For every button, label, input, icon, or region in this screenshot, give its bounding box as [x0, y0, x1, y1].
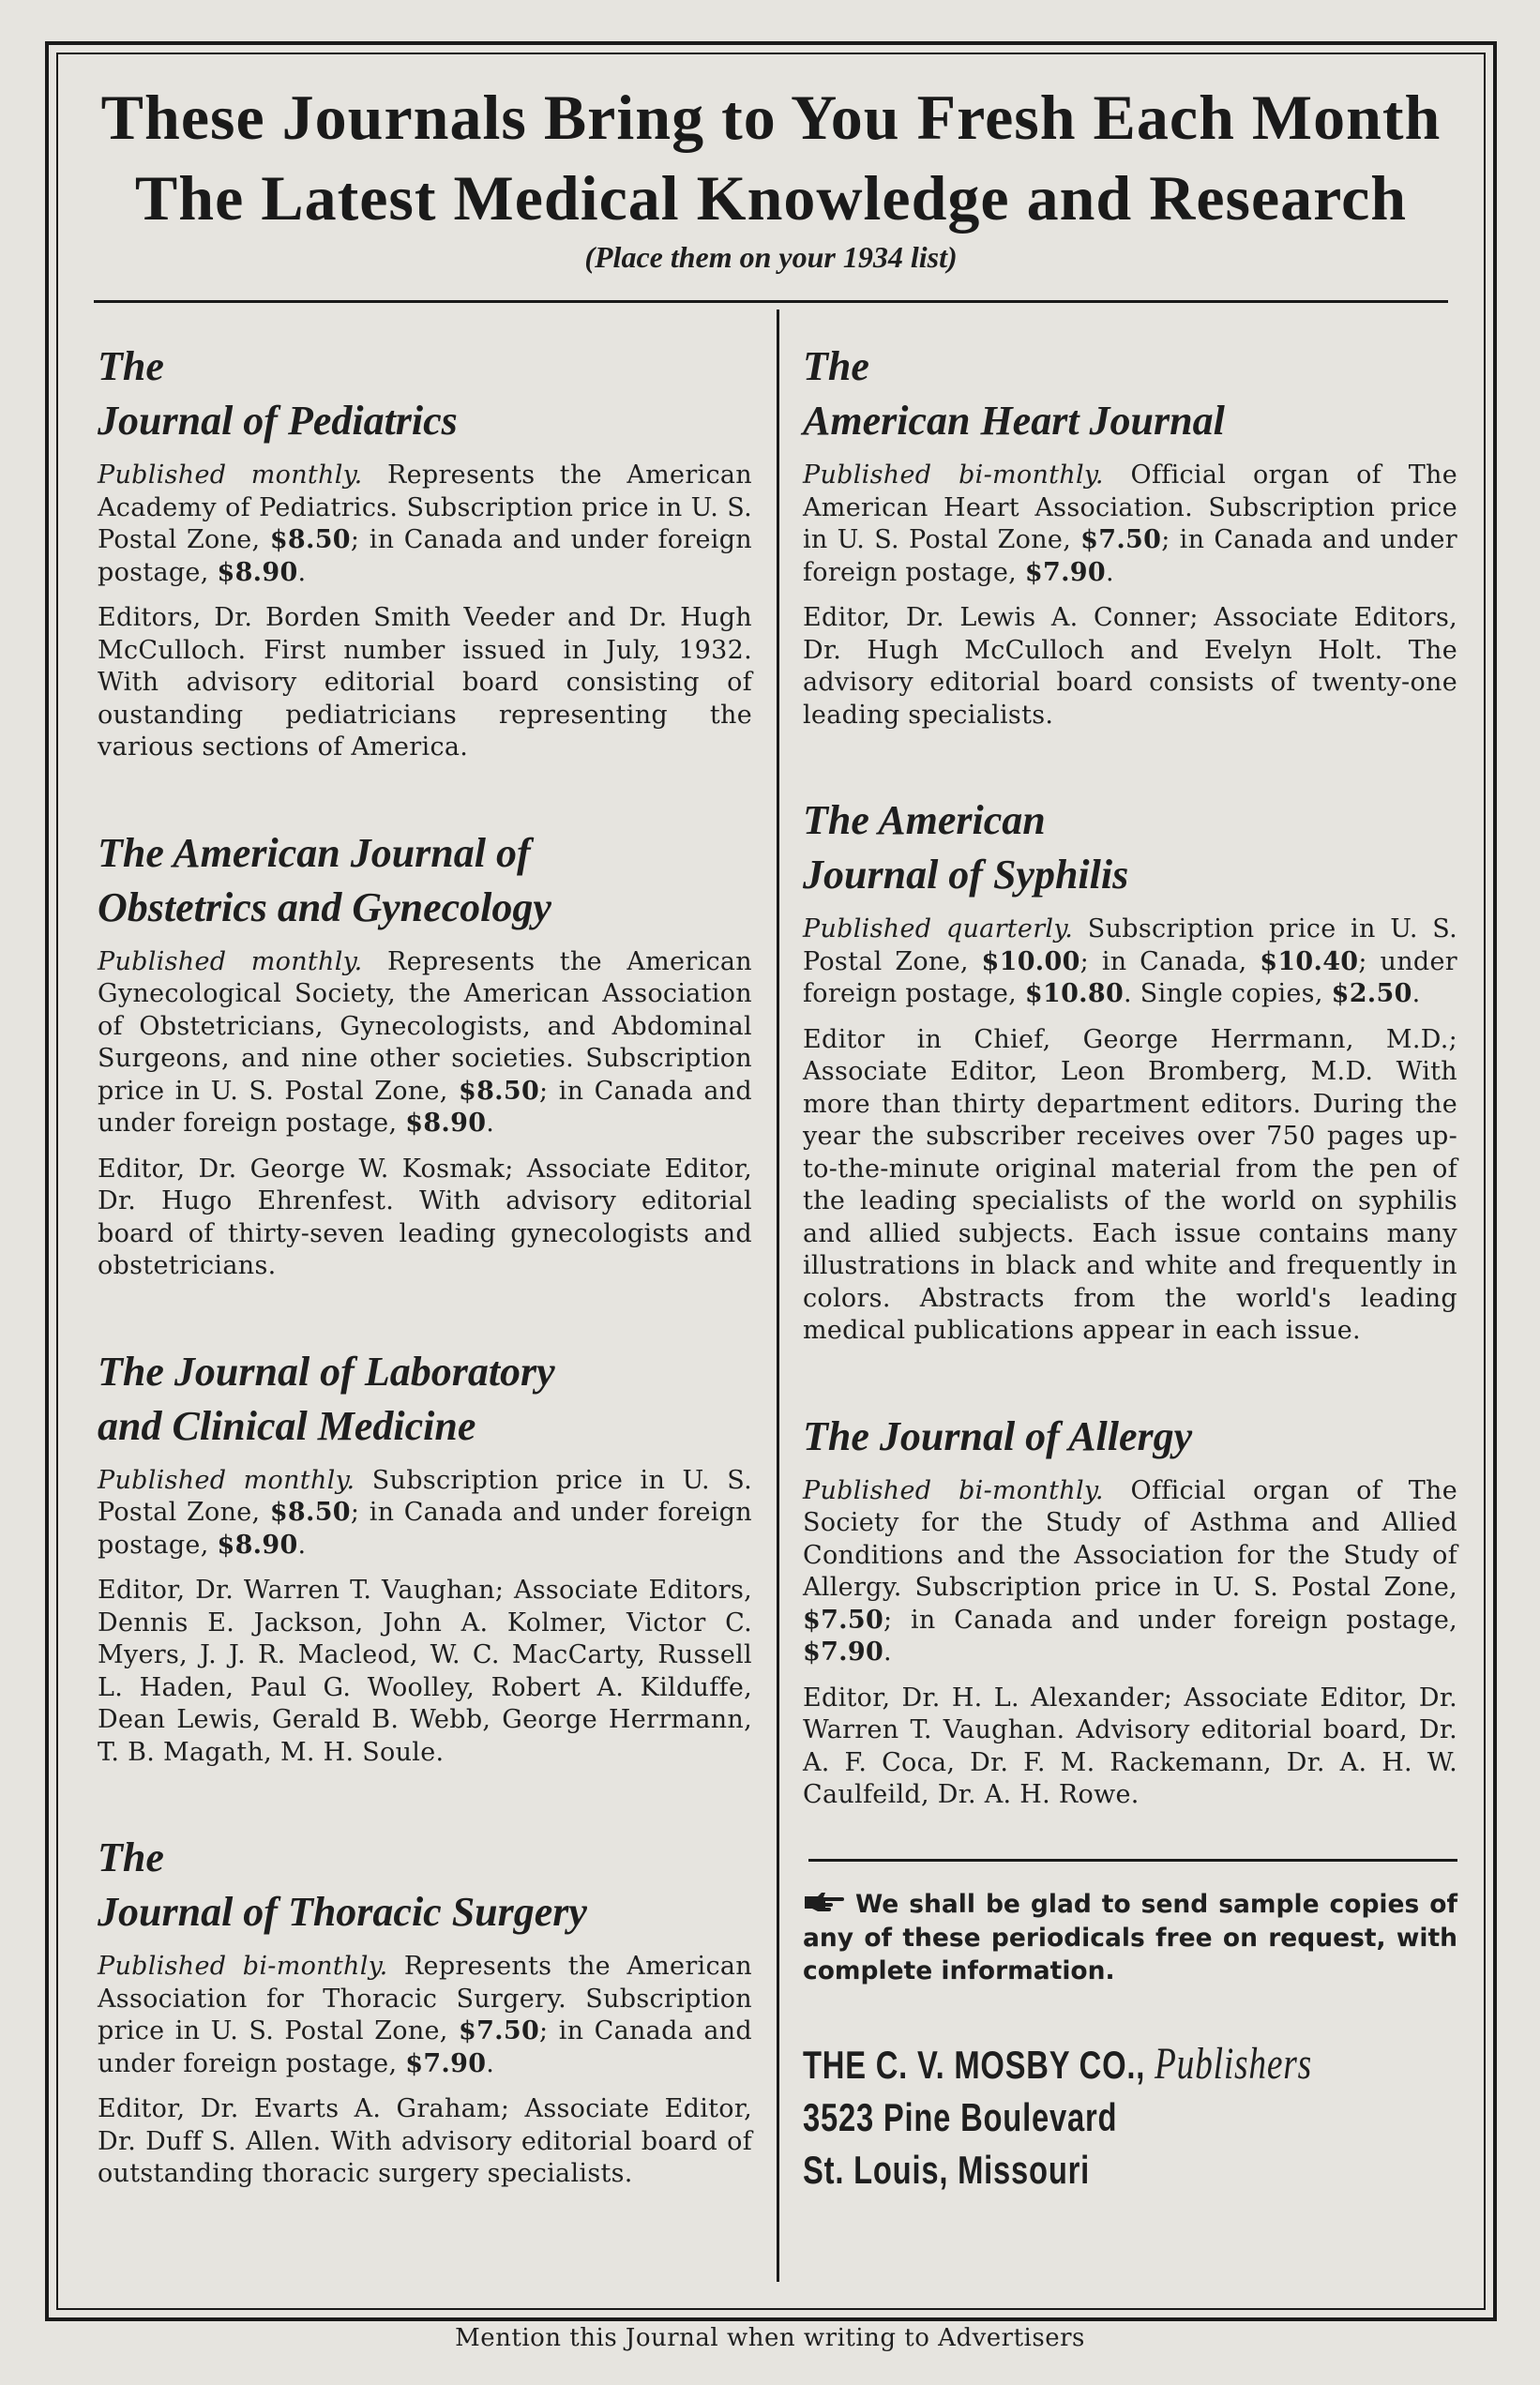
- notice-text: We shall be glad to send sample copies of any of these periodicals free on request, with complete information.: [803, 1889, 1457, 1985]
- publisher-role: Publishers: [1155, 2038, 1312, 2089]
- journal-title: [803, 340, 1457, 448]
- journal-entry-obstetrics: [98, 826, 752, 1283]
- description-text: .: [297, 1530, 307, 1560]
- journal-description: [98, 1951, 752, 2080]
- journal-entry-laboratory: [98, 1345, 752, 1770]
- price-us: $8.50: [458, 1076, 540, 1106]
- journal-editors: Editor, Dr. Lewis A. Conner; Associate Editors, Dr. Hugh McCulloch and Evelyn Holt. The advisory editorial board consists of twenty-one leading specialists.: [803, 603, 1457, 730]
- journal-description: [98, 1465, 752, 1562]
- description-text: .: [486, 2048, 495, 2078]
- price-us: $10.00: [981, 946, 1080, 976]
- journal-editors: Editor, Dr. Evarts A. Graham; Associate Editor, Dr. Duff S. Allen. With advisory editorial board of outstanding thoracic surgery specialists.: [98, 2094, 752, 2188]
- description-text: ; in Canada and under foreign postage,: [883, 1605, 1457, 1635]
- publisher-name: THE C. V. MOSBY CO.,: [803, 2042, 1146, 2087]
- publication-frequency: Published bi-monthly.: [98, 1952, 388, 1981]
- journal-title: [98, 340, 752, 448]
- publication-frequency: Published monthly.: [98, 460, 363, 490]
- sample-copies-notice: [803, 1888, 1457, 1987]
- journal-title: [98, 826, 752, 935]
- headline-line-2: The Latest Medical Knowledge and Research: [134, 162, 1408, 234]
- headline-line-1: These Journals Bring to You Fresh Each Month: [100, 82, 1442, 153]
- price-foreign: $7.90: [1024, 557, 1106, 587]
- publication-frequency: Published bi-monthly.: [803, 460, 1104, 490]
- price-us: $7.50: [803, 1605, 884, 1635]
- description-text: Official organ of The Society for the Study of Asthma and Allied Conditions and the Association for the Study of Allergy. Subscription price in U. S. Postal Zone,: [803, 1475, 1458, 1602]
- description-text: ; in Canada and under foreign postage,: [98, 1076, 753, 1138]
- description-text: ; under foreign postage,: [803, 946, 1457, 1008]
- footer-note: Mention this Journal when writing to Advertisers: [455, 2324, 1085, 2352]
- journal-title: [98, 1831, 752, 1940]
- journal-title-line-2: Journal of Pediatrics: [98, 398, 458, 444]
- price-foreign: $10.80: [1024, 979, 1125, 1008]
- journal-title: [803, 793, 1457, 902]
- price-canada: $10.40: [1260, 946, 1359, 976]
- price-us: $7.50: [458, 2016, 540, 2045]
- journal-title-line-2: Journal of Thoracic Surgery: [98, 1889, 587, 1935]
- journal-entry-allergy: [803, 1410, 1457, 1812]
- description-text: .: [486, 1109, 495, 1138]
- journal-title-line-1: The American: [803, 797, 1046, 843]
- price-foreign: $7.90: [405, 2048, 487, 2078]
- journal-entry-thoracic: [98, 1831, 752, 2191]
- journal-description: [803, 913, 1457, 1011]
- price-foreign: $8.90: [405, 1109, 487, 1138]
- headline: [56, 77, 1486, 238]
- description-text: .: [297, 557, 307, 587]
- journal-entry-syphilis: [803, 793, 1457, 1348]
- left-column: [98, 340, 752, 2253]
- journal-entry-heart: [803, 340, 1457, 732]
- journal-description: [803, 1475, 1457, 1669]
- description-text: Official organ of The American Heart Association. Subscription price in U. S. Postal Zone,: [803, 460, 1458, 554]
- description-text: Represents the American Academy of Pediatrics. Subscription price in U. S. Postal Zone,: [98, 460, 752, 554]
- price-us: $8.50: [269, 525, 351, 554]
- journal-editors: Editor in Chief, George Herrmann, M.D.; Associate Editor, Leon Bromberg, M.D. With more than thirty department editors. During the year the subscriber receives over 750 pages up-to-the-minute original material from the pen of the leading specialists of the world on syphilis and allied subjects. Each issue contains many illustrations in black and white and frequently in colors. Abstracts from the world's leading medical publications appear in each issue.: [803, 1024, 1457, 1345]
- price-foreign: $8.90: [217, 557, 298, 587]
- pointing-hand-icon: [803, 1889, 846, 1922]
- column-divider: [777, 309, 779, 2282]
- publication-frequency: Published monthly.: [98, 1465, 355, 1495]
- description-text: ; in Canada and under foreign postage,: [98, 1498, 752, 1560]
- price-us: $7.50: [1080, 525, 1162, 554]
- journal-title: [803, 1410, 1457, 1464]
- description-text: Represents the American Association for Thoracic Surgery. Subscription price in U. S. Postal Zone,: [98, 1952, 752, 2045]
- journal-title-line-1: The: [98, 343, 164, 389]
- journal-title: [98, 1345, 752, 1454]
- notice-divider: [808, 1859, 1457, 1862]
- publication-frequency: Published bi-monthly.: [803, 1475, 1104, 1505]
- publisher-street: 3523 Pine Boulevard: [803, 2094, 1118, 2139]
- right-column: [803, 340, 1457, 2196]
- journal-entry-pediatrics: [98, 340, 752, 764]
- description-text: ; in Canada and under foreign postage,: [98, 525, 752, 587]
- header-divider: [94, 300, 1448, 303]
- price-foreign: $8.90: [217, 1530, 298, 1560]
- publication-frequency: Published quarterly.: [803, 914, 1074, 943]
- publisher-name-line: [803, 2038, 1313, 2091]
- publisher-city: St. Louis, Missouri: [803, 2147, 1091, 2192]
- journal-editors: Editor, Dr. George W. Kosmak; Associate Editor, Dr. Hugo Ehrenfest. With advisory editorial board of thirty-seven leading gynecologists and obstetricians.: [98, 1154, 752, 1280]
- journal-description: [803, 460, 1457, 589]
- journal-title-line-2: and Clinical Medicine: [98, 1402, 476, 1449]
- description-text: ; in Canada and under foreign postage,: [803, 525, 1457, 587]
- journal-editors: Editor, Dr. Warren T. Vaughan; Associate Editors, Dennis E. Jackson, John A. Kolmer, Victor C. Myers, J. J. R. Macleod, W. C. MacCarty, Russell L. Haden, Paul G. Woolley, Robert A. Kilduffe, Dean Lewis, Gerald B. Webb, George Herrmann, T. B. Magath, M. H. Soule.: [98, 1576, 752, 1767]
- description-text: Subscription price in U. S. Postal Zone,: [98, 1465, 752, 1527]
- description-text: . Single copies,: [1124, 979, 1332, 1008]
- description-text: .: [883, 1638, 892, 1667]
- price-us: $8.50: [269, 1498, 351, 1527]
- journal-editors: Editor, Dr. H. L. Alexander; Associate Editor, Dr. Warren T. Vaughan. Advisory editorial board, Dr. A. F. Coca, Dr. F. M. Rackemann, Dr. A. H. W. Caulfeild, Dr. A. H. Rowe.: [803, 1683, 1457, 1809]
- journal-title-line-1: The: [98, 1834, 164, 1880]
- publisher-block: [803, 2038, 1457, 2196]
- journal-title-line-1: The American Journal of: [98, 829, 531, 876]
- subhead: (Place them on your 1934 list): [584, 240, 958, 274]
- journal-description: [98, 460, 752, 589]
- journal-title-line-2: Journal of Syphilis: [803, 852, 1129, 898]
- description-text: .: [1412, 979, 1421, 1008]
- journal-title-line-1: The Journal of Allergy: [803, 1412, 1193, 1459]
- publication-frequency: Published monthly.: [98, 946, 363, 976]
- price-single-copy: $2.50: [1331, 979, 1412, 1008]
- price-foreign: $7.90: [803, 1638, 884, 1667]
- description-text: Subscription price in U. S. Postal Zone,: [803, 914, 1458, 976]
- description-text: ; in Canada and under foreign postage,: [98, 2016, 753, 2078]
- journal-title-line-2: Obstetrics and Gynecology: [98, 883, 551, 930]
- description-text: .: [1105, 557, 1114, 587]
- journal-editors: Editors, Dr. Borden Smith Veeder and Dr. Hugh McCulloch. First number issued in July, 1932. With advisory editorial board consisting of oustanding pediatricians representing the various sections of America.: [98, 603, 752, 762]
- description-text: Represents the American Gynecological Society, the American Association of Obstetricians, Gynecologists, and Abdominal Surgeons, and nine other societies. Subscription price in U. S. Postal Zone,: [98, 946, 752, 1106]
- journal-description: [98, 946, 752, 1140]
- journal-title-line-1: The: [803, 343, 869, 389]
- journal-title-line-1: The Journal of Laboratory: [98, 1348, 555, 1395]
- journal-title-line-2: American Heart Journal: [803, 398, 1225, 444]
- description-text: ; in Canada,: [1080, 946, 1261, 976]
